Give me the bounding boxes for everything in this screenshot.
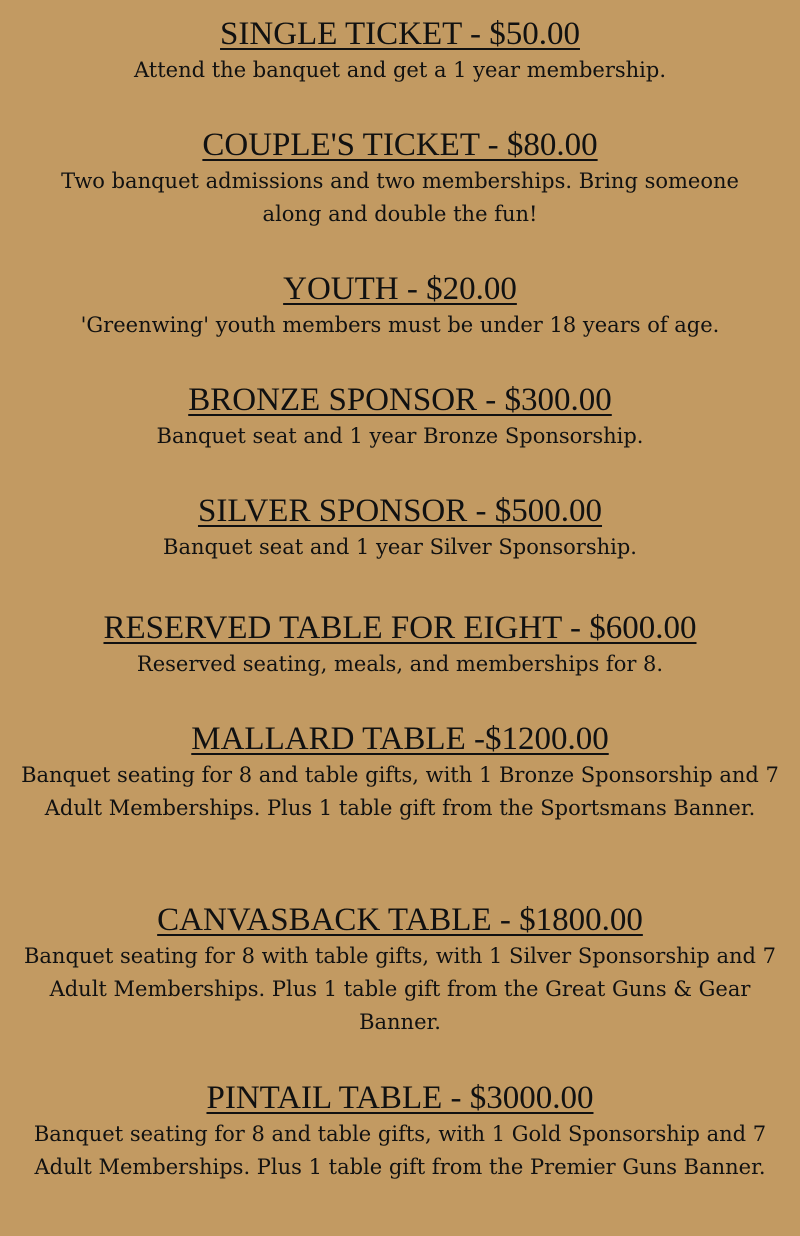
ticket-description: Banquet seating for 8 with table gifts, with 1 Silver Sponsorship and 7 Adult Memberships. Plus 1 table gift from the Great Guns & Gear Banner.: [23, 944, 777, 1034]
ticket-title: PINTAIL TABLE - $3000.00: [206, 1080, 594, 1116]
ticket-description: Banquet seat and 1 year Bronze Sponsorship.: [156, 424, 644, 448]
ticket-title: RESERVED TABLE FOR EIGHT - $600.00: [103, 610, 697, 646]
ticket-title: MALLARD TABLE -$1200.00: [191, 721, 609, 757]
ticket-mallard-table: [0, 721, 800, 825]
ticket-title: BRONZE SPONSOR - $300.00: [188, 382, 612, 418]
ticket-bronze-sponsor: [0, 382, 800, 453]
ticket-description: Banquet seat and 1 year Silver Sponsorship.: [163, 535, 637, 559]
ticket-description: Attend the banquet and get a 1 year membership.: [133, 58, 666, 82]
ticket-single: [0, 16, 800, 87]
ticket-description: 'Greenwing' youth members must be under 18 years of age.: [80, 313, 720, 337]
ticket-description: Banquet seating for 8 and table gifts, with 1 Bronze Sponsorship and 7 Adult Memberships. Plus 1 table gift from the Sportsmans Banner.: [21, 763, 779, 820]
ticket-title: CANVASBACK TABLE - $1800.00: [157, 902, 643, 938]
ticket-title: SILVER SPONSOR - $500.00: [197, 493, 603, 529]
ticket-description: Reserved seating, meals, and memberships for 8.: [136, 652, 664, 676]
ticket-silver-sponsor: [0, 493, 800, 564]
ticket-description: Banquet seating for 8 and table gifts, with 1 Gold Sponsorship and 7 Adult Memberships. Plus 1 table gift from the Premier Guns Banner.: [33, 1122, 767, 1179]
ticket-reserved-table: [0, 610, 800, 681]
ticket-title: YOUTH - $20.00: [283, 271, 517, 307]
ticket-couples: [0, 127, 800, 231]
ticket-canvasback-table: [0, 902, 800, 1039]
ticket-pintail-table: [0, 1080, 800, 1184]
ticket-title: SINGLE TICKET - $50.00: [220, 16, 580, 52]
ticket-youth: [0, 271, 800, 342]
ticket-description: Two banquet admissions and two memberships. Bring someone along and double the fun!: [61, 169, 739, 226]
ticket-title: COUPLE'S TICKET - $80.00: [202, 127, 598, 163]
